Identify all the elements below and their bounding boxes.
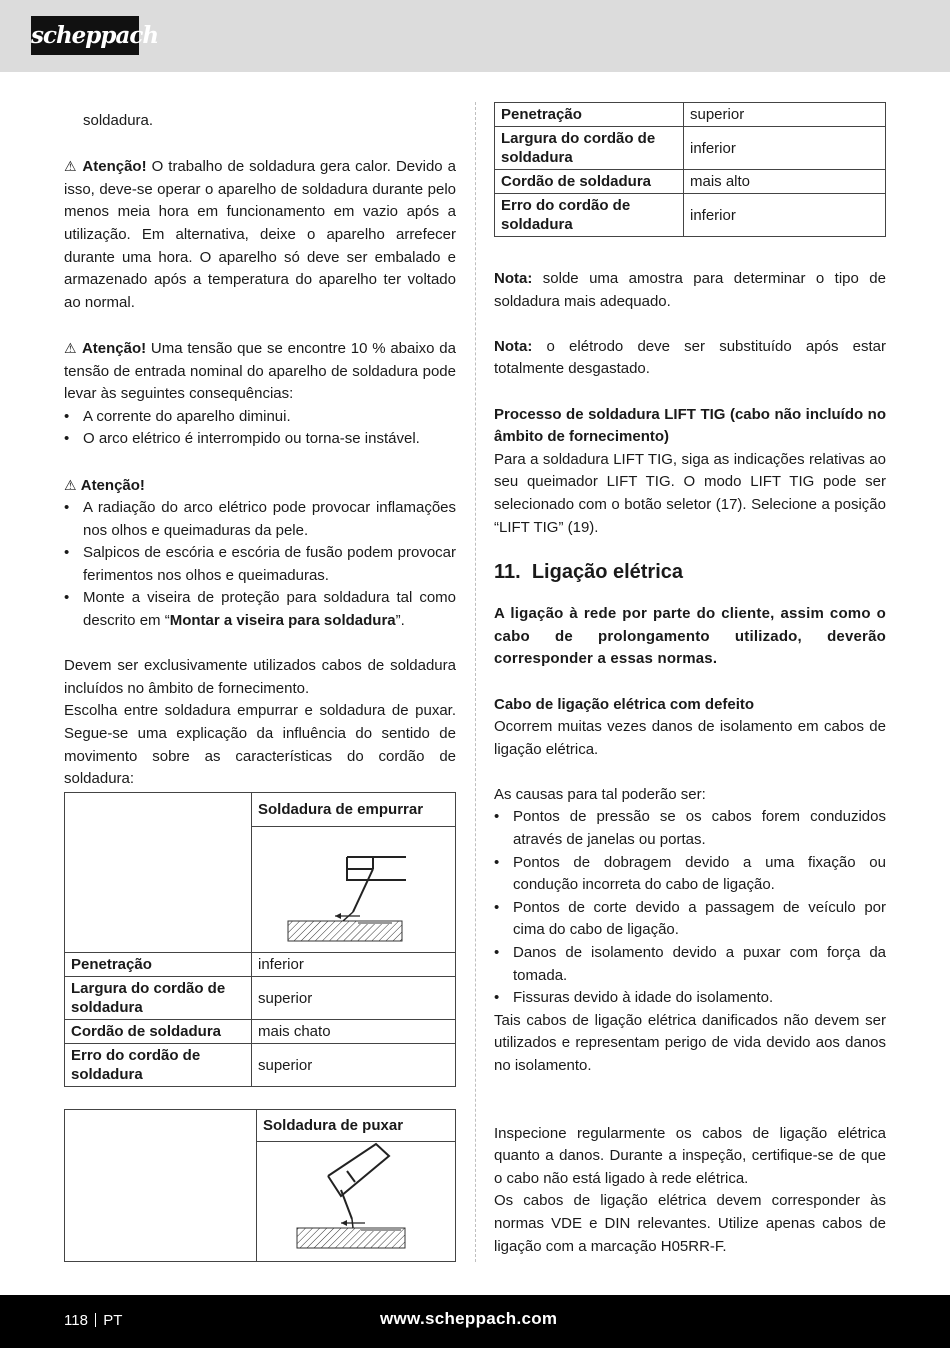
voltage-consequences-list xyxy=(64,406,456,451)
header-bar xyxy=(0,0,950,72)
list-item: • Monte a viseira de proteção para soldadura tal como descrito em “Montar a viseira para soldadura”. xyxy=(64,589,456,630)
inspect-text: Inspecione regularmente os cabos de ligação elétrica quanto a danos. Durante a inspeção, certifique-se de que o cabo não está ligado à rede elétrica. xyxy=(494,1124,886,1187)
causes-intro: As causas para tal poderão ser: xyxy=(494,785,706,803)
table-row-value: inferior xyxy=(684,194,886,237)
choose-paragraph: Escolha entre soldadura empurrar e soldadura de puxar. Segue-se uma explicação da influência do sentido de movimento sobre as características do cordão de soldadura: xyxy=(64,702,456,788)
defect-heading: Cabo de ligação elétrica com defeito xyxy=(494,695,755,713)
table-row-key: Cordão de soldadura xyxy=(65,1020,252,1044)
table-row-value: superior xyxy=(684,103,886,127)
note-paragraph: Nota: solde uma amostra para determinar o tipo de soldadura mais adequado. xyxy=(494,270,886,310)
page-number: 118 PT xyxy=(64,1312,123,1329)
table-row-value: mais chato xyxy=(252,1020,456,1044)
radiation-list xyxy=(64,497,456,633)
attention-paragraph-heat xyxy=(64,155,456,314)
brand-logo: scheppach xyxy=(31,16,139,55)
right-column xyxy=(494,268,886,1258)
note-paragraph: Nota: o elétrodo deve ser substituído após estar totalmente desgastado. xyxy=(494,337,886,378)
attention-label: Atenção! xyxy=(81,339,147,357)
damaged-text: Tais cabos de ligação elétrica danificados não devem ser utilizados e representam perigo de vida devido aos danos no isolamento. xyxy=(494,1011,886,1074)
list-item: • Salpicos de escória e escória de fusão podem provocar ferimentos nos olhos e queimaduras. xyxy=(64,544,456,584)
attention-text: O trabalho de soldadura gera calor. Devido a isso, deve-se operar o aparelho de soldadura durante pelo menos meia hora em funcionamento em vazio após a utilização. Em alternativa, deixe o aparelho arrefecer durante uma hora. O aparelho só deve ser embalado e armazenado após a temperatura do aparelho ter voltado ao normal. xyxy=(64,158,456,311)
list-item: • A radiação do arco elétrico pode provocar inflamações nos olhos e queimaduras da pele. xyxy=(64,499,456,539)
table-row-value: superior xyxy=(252,1044,456,1087)
connection-paragraph: A ligação à rede por parte do cliente, assim como o cabo de prolongamento utilizado, deverão corresponder a essas normas. xyxy=(494,605,886,668)
push-welding-table xyxy=(64,792,456,1087)
warning-icon: ⚠ xyxy=(64,339,78,356)
list-item: • Pontos de pressão se os cabos forem conduzidos através de janelas ou portas. xyxy=(494,808,886,849)
torch-push-illustration xyxy=(252,827,450,947)
section-heading: 11. Ligação elétrica xyxy=(494,561,684,584)
table-row-value: mais alto xyxy=(684,170,886,194)
causes-list xyxy=(494,806,886,1009)
table-row-key: Penetração xyxy=(495,103,684,127)
list-item: • A corrente do aparelho diminui. xyxy=(64,407,291,425)
website-url: www.scheppach.com xyxy=(380,1309,558,1328)
list-item: • O arco elétrico é interrompido ou torna-se instável. xyxy=(64,430,420,448)
vde-text: Os cabos de ligação elétrica devem corresponder às normas VDE e DIN relevantes. Utilize apenas cabos de ligação com a marcação H05RR-F. xyxy=(494,1192,886,1255)
table-row-value: superior xyxy=(252,977,456,1020)
table-row-key: Erro do cordão de soldadura xyxy=(495,194,684,237)
list-item: • Danos de isolamento devido a puxar com força da tomada. xyxy=(494,944,886,984)
defect-text: Ocorrem muitas vezes danos de isolamento em cabos de ligação elétrica. xyxy=(494,718,886,758)
attention-text: Uma tensão que se encontre 10 % abaixo da tensão de entrada nominal do aparelho de soldadura pode levar às seguintes consequências: xyxy=(64,339,456,403)
pull-welding-values-table xyxy=(494,102,886,237)
pull-welding-diagram xyxy=(257,1142,456,1262)
list-item: • Pontos de dobragem devido a uma fixação ou condução incorreta do cabo de ligação. xyxy=(494,853,886,894)
language-code: PT xyxy=(103,1312,123,1329)
table-title: Soldadura de empurrar xyxy=(252,793,456,827)
push-welding-diagram xyxy=(252,827,456,953)
continued-text: soldadura. xyxy=(83,112,154,129)
list-item: • Fissuras devido à idade do isolamento. xyxy=(494,989,774,1007)
list-item: • Pontos de corte devido a passagem de veículo por cima do cabo de ligação. xyxy=(494,898,886,939)
footer-bar xyxy=(0,1295,950,1348)
column-divider xyxy=(475,102,476,1262)
lift-tig-text: Para a soldadura LIFT TIG, siga as indicações relativas ao seu queimador LIFT TIG. O modo LIFT TIG pode ser selecionado com o botão seletor (17). Selecione a posição “LIFT TIG” (19). xyxy=(494,450,886,536)
attention-label: Atenção! xyxy=(82,158,147,176)
table-row-key: Penetração xyxy=(65,953,252,977)
table-title: Soldadura de puxar xyxy=(257,1110,456,1142)
attention-paragraph-voltage xyxy=(64,337,456,406)
table-row-key: Largura do cordão de soldadura xyxy=(495,127,684,170)
pull-welding-table xyxy=(64,1109,456,1262)
warning-icon: ⚠ xyxy=(64,158,78,175)
attention-heading-radiation xyxy=(64,474,456,498)
attention-label: Atenção! xyxy=(80,476,145,494)
lift-tig-heading: Processo de soldadura LIFT TIG (cabo não incluído no âmbito de fornecimento) xyxy=(494,405,886,446)
table-row-value: inferior xyxy=(684,127,886,170)
torch-pull-illustration xyxy=(257,1142,455,1256)
warning-icon: ⚠ xyxy=(64,476,77,493)
table-row-key: Cordão de soldadura xyxy=(495,170,684,194)
left-column xyxy=(64,110,456,791)
table-row-value: inferior xyxy=(252,953,456,977)
table-row-key: Erro do cordão de soldadura xyxy=(65,1044,252,1087)
cables-paragraph: Devem ser exclusivamente utilizados cabos de soldadura incluídos no âmbito de fornecimento. xyxy=(64,657,456,697)
table-row-key: Largura do cordão de soldadura xyxy=(65,977,252,1020)
